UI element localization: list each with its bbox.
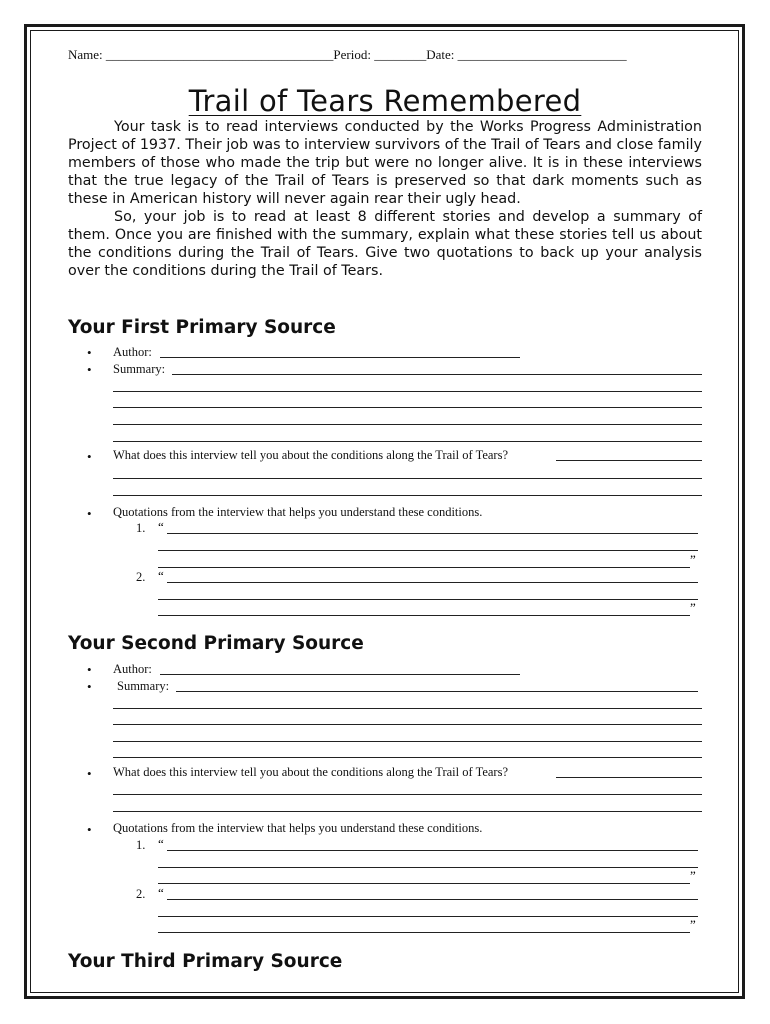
summary-line[interactable] [113,391,702,392]
conditions-question: What does this interview tell you about the conditions along the Trail of Tears? [113,448,509,462]
quote-line[interactable] [167,850,698,851]
summary-line[interactable] [113,407,702,408]
close-quote: ” [690,600,696,615]
answer-line[interactable] [556,460,702,461]
bullet-icon: • [87,449,92,464]
open-quote: “ [158,836,164,851]
quote-line[interactable] [158,883,690,884]
summary-line[interactable] [113,757,702,758]
answer-line[interactable] [113,495,702,496]
quotations-label: Quotations from the interview that helps you understand these conditions. [113,821,483,835]
answer-line[interactable] [113,794,702,795]
bullet-icon: • [87,822,92,837]
period-field[interactable]: Period: ________ [333,47,427,62]
bullet-icon: • [87,345,92,360]
author-label: Author: [113,662,152,676]
section-title-first: Your First Primary Source [68,317,336,338]
summary-label: Summary: [117,679,170,693]
open-quote: “ [158,568,164,583]
name-field[interactable]: Name: ___________________________________ [68,47,334,62]
answer-line[interactable] [113,478,702,479]
quote-line[interactable] [167,533,698,534]
author-label: Author: [113,345,152,359]
date-field[interactable]: Date: __________________________ [426,47,627,62]
author-line[interactable] [160,674,520,675]
quote-line[interactable] [158,867,698,868]
conditions-question: What does this interview tell you about the conditions along the Trail of Tears? [113,765,509,779]
bullet-icon: • [87,362,92,377]
summary-line[interactable] [113,741,702,742]
quote-number: 2. [136,887,146,901]
bullet-icon: • [87,679,92,694]
open-quote: “ [158,885,164,900]
quote-line[interactable] [158,916,698,917]
summary-label: Summary: [113,362,166,376]
answer-line[interactable] [113,811,702,812]
intro-paragraph-1: Your task is to read interviews conducted by the Works Progress Administration Project of 1937. Their job was to interview survivors of the Trail of Tears and close family members of those who made the trip but were no longer alive. It is in these interviews that the true legacy of the Trail of Tears is preserved so that dark moments such as these in American history will never again rear their ugly head. [68,119,702,207]
intro-text [68,118,702,280]
quote-line[interactable] [167,582,698,583]
summary-line[interactable] [113,441,702,442]
summary-line[interactable] [113,724,702,725]
intro-paragraph-2: So, your job is to read at least 8 different stories and develop a summary of them. Once you are finished with the summary, explain what these stories tell us about the conditions during the Trail of Tears. Give two quotations to back up your analysis over the conditions during the Trail of Tears. [68,209,702,279]
quote-number: 2. [136,570,146,584]
quote-line[interactable] [167,899,698,900]
author-line[interactable] [160,357,520,358]
header-fields [68,47,702,63]
summary-line[interactable] [172,374,702,375]
quote-line[interactable] [158,932,690,933]
quotations-label: Quotations from the interview that helps you understand these conditions. [113,505,483,519]
section-title-second: Your Second Primary Source [68,633,364,654]
open-quote: “ [158,519,164,534]
quote-line[interactable] [158,550,698,551]
quote-number: 1. [136,521,146,535]
bullet-icon: • [87,662,92,677]
summary-line[interactable] [113,708,702,709]
close-quote: ” [690,917,696,932]
quote-line[interactable] [158,599,698,600]
quote-line[interactable] [158,615,690,616]
bullet-icon: • [87,766,92,781]
answer-line[interactable] [556,777,702,778]
summary-line[interactable] [113,424,702,425]
close-quote: ” [690,868,696,883]
quote-number: 1. [136,838,146,852]
close-quote: ” [690,552,696,567]
page-title: Trail of Tears Remembered [188,84,582,118]
quote-line[interactable] [158,567,690,568]
bullet-icon: • [87,506,92,521]
summary-line[interactable] [176,691,698,692]
section-title-third: Your Third Primary Source [68,951,343,972]
